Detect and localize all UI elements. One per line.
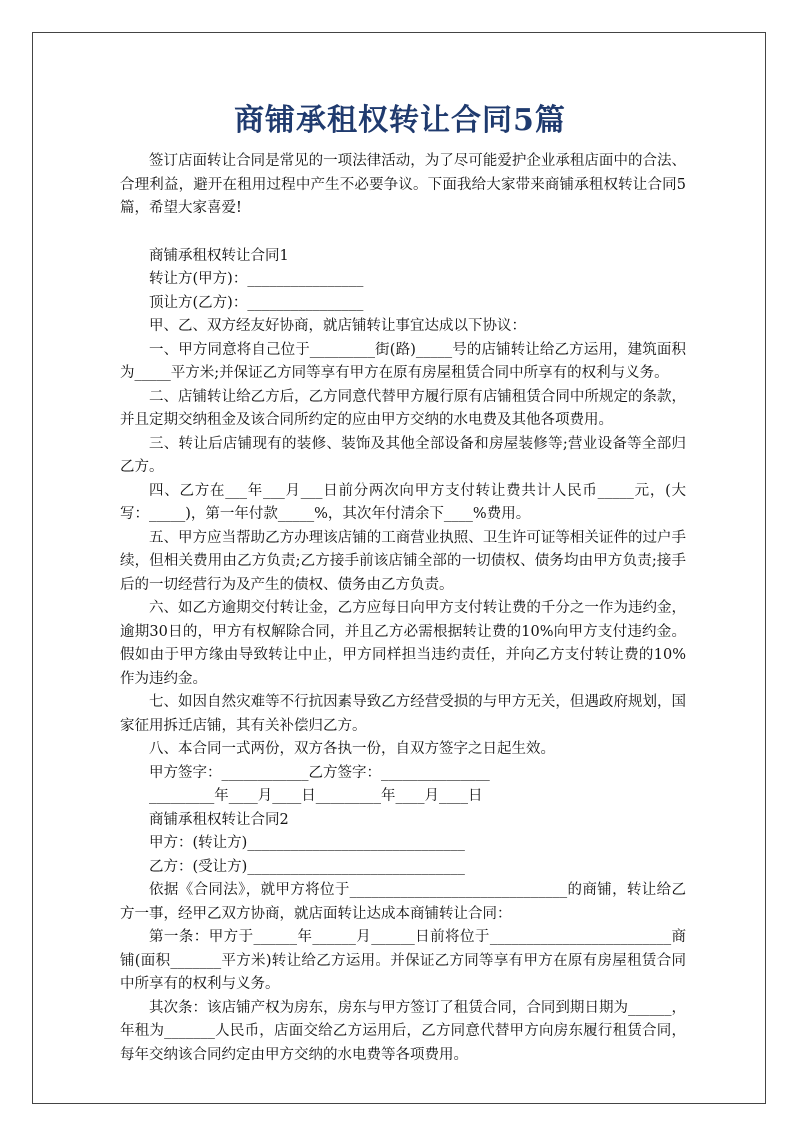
clause-2: 二、店铺转让给乙方后，乙方同意代替甲方履行原有店铺租赁合同中所规定的条款，并且定期交纳租金及该合同所约定的应由甲方交纳的水电费及其他各项费用。	[120, 388, 686, 428]
section-heading-1: 商铺承租权转让合同1	[149, 247, 289, 264]
date-line: _________年____月____日_________年____月____日	[149, 788, 483, 804]
transferor-line: 转让方(甲方)：________________	[149, 271, 364, 287]
clause-6: 六、如乙方逾期交付转让金，乙方应每日向甲方支付转让费的千分之一作为违约金，逾期30日的，甲方有权解除合同，并且乙方必需根据转让费的10%向甲方支付违约金。假如由于甲方缘由导致转让中止，甲方同样担当违约责任，并向乙方支付转让费的10%作为违约金。	[120, 600, 686, 687]
clause-5: 五、甲方应当帮助乙方办理该店铺的工商营业执照、卫生许可证等相关证件的过户手续，但相关费用由乙方负责;乙方接手前该店铺全部的一切债权、债务均由甲方负责;接手后的一切经营行为及产生的债权、债务由乙方负责。	[120, 529, 686, 593]
document-title: 商铺承租权转让合同5篇	[234, 103, 566, 138]
agreement-preamble: 甲、乙、双方经友好协商，就店铺转让事宜达成以下协议：	[149, 318, 526, 334]
blank-line	[120, 221, 686, 245]
transferee-line: 顶让方(乙方)：________________	[149, 294, 364, 311]
intro-paragraph: 签订店面转让合同是常见的一项法律活动，为了尽可能爱护企业承租店面中的合法、合理利益，避开在租用过程中产生不必要争议。下面我给大家带来商铺承租权转让合同5篇，希望大家喜爱!	[120, 153, 686, 216]
clause-1: 一、甲方同意将自己位于_________街(路)_____号的店铺转让给乙方运用，建筑面积为_____平方米;并保证乙方同等享有甲方在原有房屋租赁合同中所享有的权利与义务。	[120, 341, 686, 381]
article-1: 第一条：甲方于______年______月______日前将位于_________________________商铺(面积_______平方米)转让给乙方运用。并保证乙方同等享有甲方在原有房屋租赁合同中所享有的权利与义务。	[120, 929, 686, 992]
contract-basis: 依据《合同法》，就甲方将位于______________________________的商铺，转让给乙方一事，经甲乙双方协商，就店面转让达成本商铺转让合同：	[120, 882, 686, 922]
section-heading-2: 商铺承租权转让合同2	[149, 811, 289, 828]
article-2: 其次条：该店铺产权为房东，房东与甲方签订了租赁合同，合同到期日期为______，年租为_______人民币，店面交给乙方运用后，乙方同意代替甲方向房东履行租赁合同，每年交纳该合同约定由甲方交纳的水电费等各项费用。	[120, 999, 686, 1063]
clause-3: 三、转让后店铺现有的装修、装饰及其他全部设备和房屋装修等;营业设备等全部归乙方。	[120, 435, 686, 475]
party-a-line: 甲方：(转让方)______________________________	[149, 835, 465, 851]
clause-8: 八、本合同一式两份，双方各执一份，自双方签字之日起生效。	[149, 741, 555, 757]
document-body	[120, 150, 686, 1067]
clause-7: 七、如因自然灾难等不行抗因素导致乙方经营受损的与甲方无关，但遇政府规划，国家征用拆迁店铺，其有关补偿归乙方。	[120, 694, 686, 734]
clause-4: 四、乙方在___年___月___日前分两次向甲方支付转让费共计人民币_____元，(大写：_____)，第一年付款_____%，其次年付清余下____%费用。	[120, 482, 686, 522]
signature-line: 甲方签字：____________乙方签字：_______________	[149, 764, 490, 781]
party-b-line: 乙方：(受让方)______________________________	[149, 858, 465, 875]
